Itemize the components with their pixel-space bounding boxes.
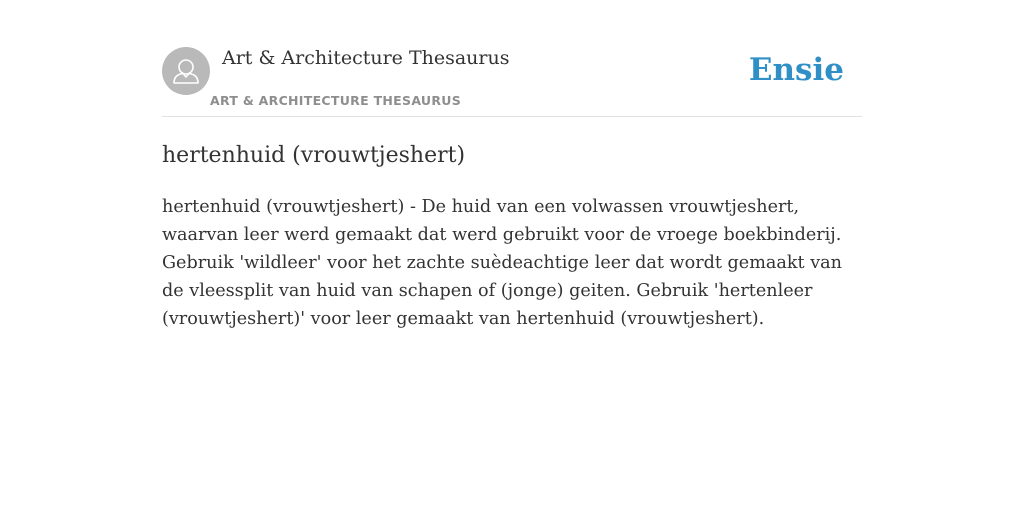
entry-header [162, 46, 862, 117]
user-silhouette-icon [162, 47, 210, 95]
avatar[interactable] [162, 47, 210, 95]
source-subtitle[interactable]: ART & ARCHITECTURE THESAURUS [210, 93, 462, 108]
ensie-logo[interactable]: Ensie [748, 52, 844, 88]
entry-card [162, 46, 862, 333]
entry-definition: hertenhuid (vrouwtjeshert) - De huid van een volwassen vrouwtjeshert, waarvan leer werd gemaakt dat werd gebruikt voor de vroege boekbinderij. Gebruik 'wildleer' voor het zachte suèdeachtige leer dat wordt gemaakt van de vleessplit van huid van schapen of (jonge) geiten. Gebruik 'hertenleer (vrouwtjeshert)' voor leer gemaakt van hertenhuid (vrouwtjeshert). [162, 197, 842, 329]
entry-term: hertenhuid (vrouwtjeshert) [162, 143, 466, 168]
source-title[interactable]: Art & Architecture Thesaurus [222, 47, 510, 69]
